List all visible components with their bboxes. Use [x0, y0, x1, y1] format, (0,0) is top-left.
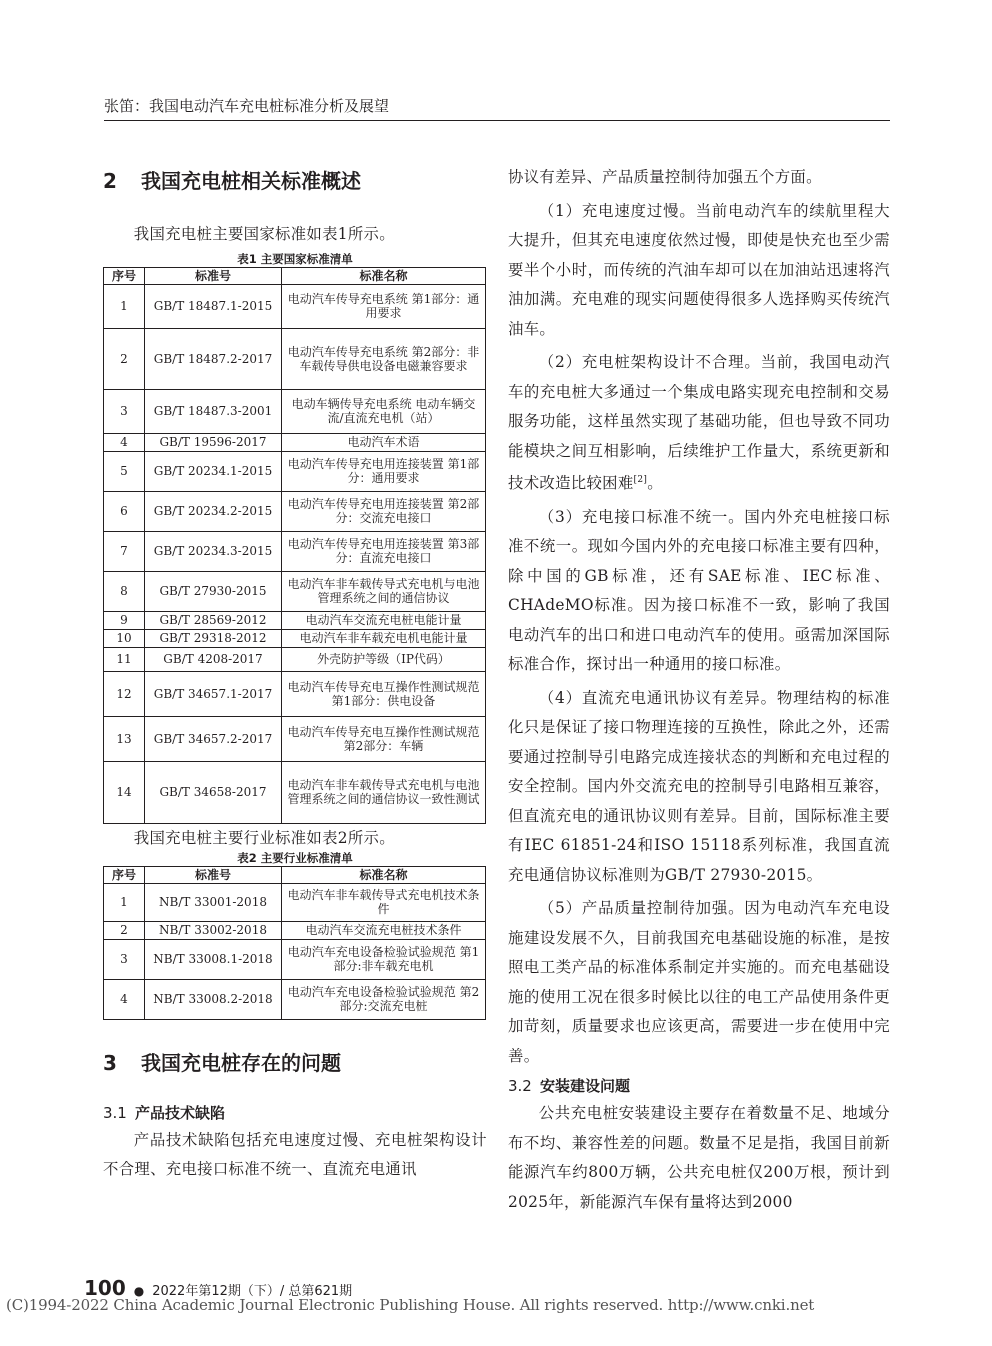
- section-3-2-heading: 3.2 安装建设问题: [508, 1077, 631, 1096]
- citation-ref: [2]: [633, 475, 648, 485]
- cell-code: GB/T 20234.2-2015: [145, 491, 282, 531]
- cell-no: 3: [104, 939, 145, 979]
- table-row: [104, 571, 486, 611]
- cell-name: 电动汽车传导充电系统 第2部分：非车载传导供电设备电磁兼容要求: [282, 328, 486, 389]
- running-title: 张笛：我国电动汽车充电桩标准分析及展望: [104, 97, 390, 115]
- cell-code: NB/T 33008.1-2018: [145, 939, 282, 979]
- section-3-2-paragraph: 公共充电桩安装建设主要存在着数量不足、地域分布不均、兼容性差的问题。数量不足是指，我国目前新能源汽车约800万辆，公共充电桩仅200万根，预计到2025年，新能源汽车保有量将达到2000: [508, 1104, 890, 1211]
- cell-name: 电动车辆传导充电系统 电动车辆交流/直流充电机（站）: [282, 389, 486, 433]
- cell-no: 7: [104, 531, 145, 571]
- table-row: [104, 647, 486, 671]
- paragraph-2: （2）充电桩架构设计不合理。当前，我国电动汽车的充电桩大多通过一个集成电路实现充电控制和交易服务功能，这样虽然实现了基础功能，但也导致不同功能模块之间互相影响，后续维护工作量大，系统更新和技术改造比较困难[2]。: [508, 353, 890, 493]
- paragraph-5: （5）产品质量控制待加强。因为电动汽车充电设施建设发展不久，目前我国充电基础设施的标准，是按照电工类产品的标准体系制定并实施的。而充电基础设施的使用工况在很多时候比以往的电工产品使用条件更加苛刻，质量要求也应该更高，需要进一步在使用中完善。: [508, 899, 890, 1065]
- cell-name: 电动汽车交流充电桩技术条件: [282, 921, 486, 939]
- cell-code: NB/T 33002-2018: [145, 921, 282, 939]
- paragraph-3: （3）充电接口标准不统一。国内外充电桩接口标准不统一。现如今国内外的充电接口标准主要有四种，除中国的GB标准，还有SAE标准、IEC标准、CHAdeMO标准。因为接口标准不一致，影响了我国电动汽车的出口和进口电动汽车的使用。亟需加深国际标准合作，探讨出一种通用的接口标准。: [508, 507, 890, 674]
- table2-intro: 我国充电桩主要行业标准如表2所示。: [133, 828, 395, 847]
- cell-no: 5: [104, 451, 145, 491]
- cell-name: 电动汽车非车载传导式充电机与电池管理系统之间的通信协议一致性测试: [282, 761, 486, 823]
- table-row: [104, 491, 486, 531]
- cell-no: 13: [104, 716, 145, 761]
- table-row: [104, 328, 486, 389]
- table2: [103, 866, 486, 1020]
- cell-name: 电动汽车传导充电互操作性测试规范 第1部分：供电设备: [282, 671, 486, 716]
- cell-name: 外壳防护等级（IP代码）: [282, 647, 486, 671]
- table2-header-name: 标准名称: [282, 866, 486, 883]
- table-row: [104, 921, 486, 939]
- running-header: [104, 94, 890, 121]
- cell-no: 3: [104, 389, 145, 433]
- table1-intro: 我国充电桩主要国家标准如表1所示。: [133, 225, 395, 243]
- paragraph-continued: 协议有差异、产品质量控制待加强五个方面。: [508, 168, 822, 186]
- cell-code: GB/T 19596-2017: [145, 433, 282, 451]
- paragraph-1: （1）充电速度过慢。当前电动汽车的续航里程大大提升，但其充电速度依然过慢，即使是快充也至少需要半个小时，而传统的汽油车却可以在加油站迅速将汽油加满。充电难的现实问题使得很多人选择购买传统汽油车。: [508, 201, 890, 338]
- cell-name: 电动汽车交流充电桩电能计量: [282, 611, 486, 629]
- cell-no: 1: [104, 284, 145, 328]
- table-row: [104, 939, 486, 979]
- cell-name: 电动汽车充电设备检验试验规范 第2部分:交流充电桩: [282, 979, 486, 1019]
- cell-name: 电动汽车传导充电互操作性测试规范 第2部分：车辆: [282, 716, 486, 761]
- bullet-separator: ●: [133, 1283, 145, 1298]
- paragraph-4: （4）直流充电通讯协议有差异。物理结构的标准化只是保证了接口物理连接的互换性，除此之外，还需要通过控制导引电路完成连接状态的判断和充电过程的安全控制。国内外交流充电的控制导引电路相互兼容，但直流充电的通讯协议则有差异。目前，国际标准主要有IEC 61851-24和ISO 15118系列标准，我国直流充电通信协议标准则为GB/T 27930-2015。: [508, 688, 890, 884]
- cell-name: 电动汽车非车载传导式充电机技术条件: [282, 883, 486, 921]
- section-2-heading: 2 我国充电桩相关标准概述: [103, 169, 361, 193]
- cell-name: 电动汽车传导充电用连接装置 第2部分：交流充电接口: [282, 491, 486, 531]
- issue-info: 2022年第12期（下）/ 总第621期: [152, 1284, 353, 1299]
- table1-caption: 表1 主要国家标准清单: [237, 251, 353, 266]
- table1: [103, 267, 486, 824]
- cell-code: GB/T 34658-2017: [145, 761, 282, 823]
- table-row: [104, 761, 486, 823]
- cell-no: 12: [104, 671, 145, 716]
- cell-no: 11: [104, 647, 145, 671]
- cell-code: GB/T 18487.1-2015: [145, 284, 282, 328]
- cell-code: GB/T 20234.1-2015: [145, 451, 282, 491]
- cell-no: 1: [104, 883, 145, 921]
- table2-header-no: 序号: [104, 866, 145, 883]
- right-column: [508, 160, 890, 1217]
- table-row: [104, 284, 486, 328]
- section-3-1-paragraph: 产品技术缺陷包括充电速度过慢、充电桩架构设计不合理、充电接口标准不统一、直流充电通讯: [103, 1130, 487, 1178]
- table1-header-code: 标准号: [145, 267, 282, 284]
- cell-code: GB/T 4208-2017: [145, 647, 282, 671]
- cell-no: 4: [104, 433, 145, 451]
- cell-name: 电动汽车非车载传导式充电机与电池管理系统之间的通信协议: [282, 571, 486, 611]
- table1-header-no: 序号: [104, 267, 145, 284]
- cell-no: 2: [104, 328, 145, 389]
- table-row: [104, 611, 486, 629]
- table2-caption: 表2 主要行业标准清单: [237, 850, 353, 865]
- cell-code: GB/T 34657.1-2017: [145, 671, 282, 716]
- cell-no: 10: [104, 629, 145, 647]
- table-row: [104, 531, 486, 571]
- cell-code: GB/T 18487.2-2017: [145, 328, 282, 389]
- cell-name: 电动汽车传导充电用连接装置 第3部分：直流充电接口: [282, 531, 486, 571]
- cell-no: 14: [104, 761, 145, 823]
- table-row: [104, 716, 486, 761]
- cell-name: 电动汽车非车载充电机电能计量: [282, 629, 486, 647]
- table-row: [104, 883, 486, 921]
- cell-name: 电动汽车传导充电用连接装置 第1部分：通用要求: [282, 451, 486, 491]
- table1-header-name: 标准名称: [282, 267, 486, 284]
- cell-code: NB/T 33008.2-2018: [145, 979, 282, 1019]
- cell-no: 2: [104, 921, 145, 939]
- section-3-heading: 3 我国充电桩存在的问题: [103, 1050, 341, 1075]
- cell-code: NB/T 33001-2018: [145, 883, 282, 921]
- cell-code: GB/T 27930-2015: [145, 571, 282, 611]
- table-row: [104, 671, 486, 716]
- cell-code: GB/T 34657.2-2017: [145, 716, 282, 761]
- cell-no: 8: [104, 571, 145, 611]
- cell-code: GB/T 28569-2012: [145, 611, 282, 629]
- page-number: 100: [84, 1276, 126, 1300]
- cell-no: 9: [104, 611, 145, 629]
- section-3-1-heading: 3.1 产品技术缺陷: [103, 1103, 226, 1122]
- left-column: [103, 160, 487, 1185]
- cell-code: GB/T 29318-2012: [145, 629, 282, 647]
- cell-name: 电动汽车传导充电系统 第1部分：通用要求: [282, 284, 486, 328]
- cell-no: 6: [104, 491, 145, 531]
- table-row: [104, 629, 486, 647]
- table2-header-code: 标准号: [145, 866, 282, 883]
- cell-name: 电动汽车充电设备检验试验规范 第1部分:非车载充电机: [282, 939, 486, 979]
- table-row: [104, 979, 486, 1019]
- cell-code: GB/T 18487.3-2001: [145, 389, 282, 433]
- table-row: [104, 389, 486, 433]
- cell-name: 电动汽车术语: [282, 433, 486, 451]
- cell-code: GB/T 20234.3-2015: [145, 531, 282, 571]
- copyright-line: (C)1994-2022 China Academic Journal Electronic Publishing House. All rights reserved. http://www.cnki.net: [6, 1296, 815, 1314]
- table-row: [104, 433, 486, 451]
- table-row: [104, 451, 486, 491]
- cell-no: 4: [104, 979, 145, 1019]
